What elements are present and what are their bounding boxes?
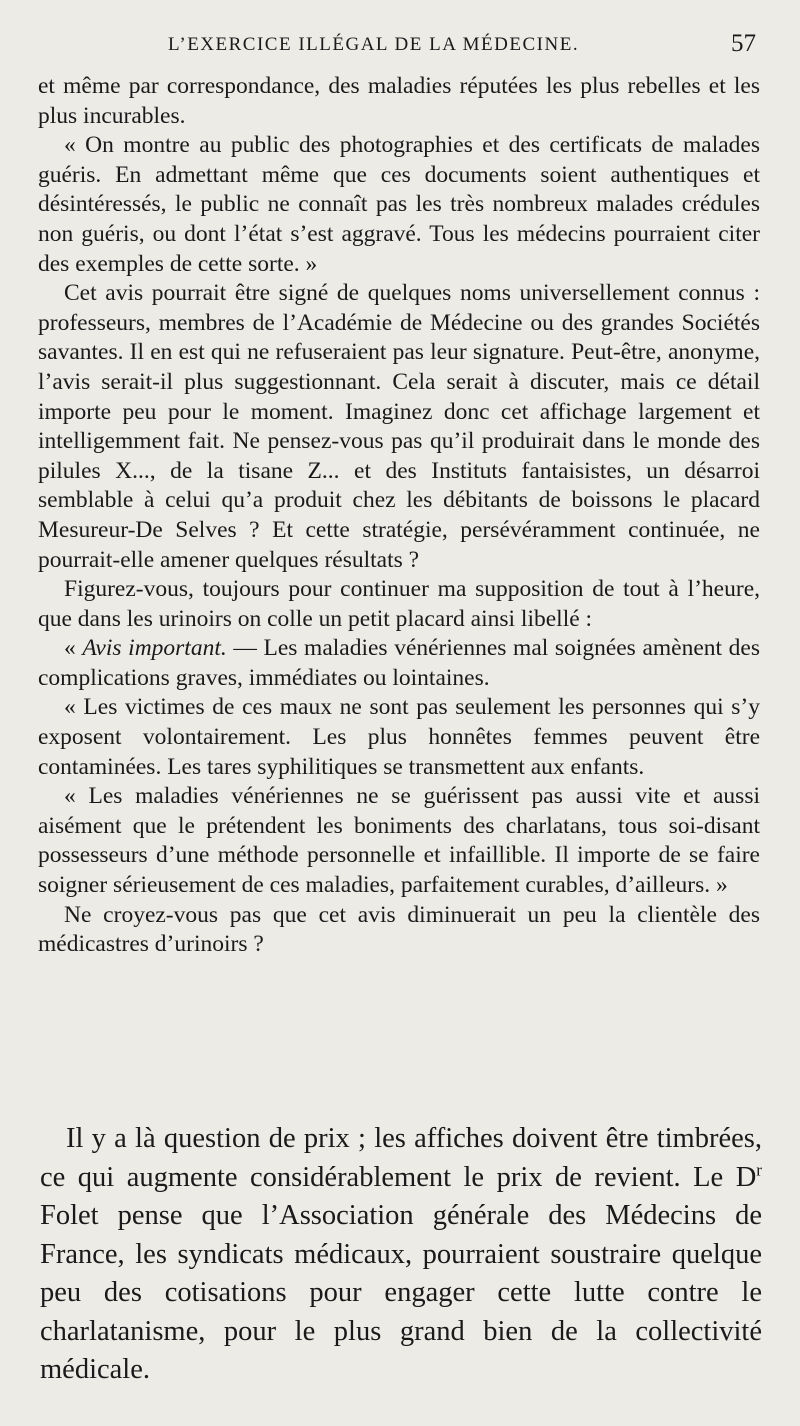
paragraph: « Les maladies vénériennes ne se guérissent pas aussi vite et aussi aisément que le prétendent les boniments des charlatans, tous soi-disant possesseurs d’une méthode personnelle et infaillible. Il importe de se faire soigner sérieusement de ces maladies, parfaitement curables, d’ailleurs. » [38,783,760,899]
doctor-abbrev-sup: r [756,1160,762,1179]
closing-part-2: Folet pense que l’Association générale des Médecins de France, les syndicats médicaux, pourraient soustraire quelque peu des cotisations pour engager cette lutte contre le charlatanisme, pour le plus grand bien de la collectivité médicale. [40,1200,762,1385]
main-text [38,72,760,960]
paragraph: et même par correspondance, des maladies réputées les plus rebelles et les plus incurables. [38,73,760,129]
page-number: 57 [731,30,756,57]
closing-part-1: Il y a là question de prix ; les affiches doivent être timbrées, ce qui augmente considérablement le prix de revient. Le D [40,1123,762,1193]
paragraph: Cet avis pourrait être signé de quelques noms universellement connus : professeurs, membres de l’Académie de Médecine ou des grandes Sociétés savantes. Il en est qui ne refuseraient pas leur signature. Peut-être, anonyme, l’avis serait-il plus suggestionnant. Cela serait à discuter, mais ce détail importe peu pour le moment. Imaginez donc cet affichage largement et intelligemment fait. Ne pensez-vous pas qu’il produirait dans le monde des pilules X..., de la tisane Z... et des Instituts fantaisistes, un désarroi semblable à celui qu’a produit chez les débitants de boissons le placard Mesureur-De Selves ? Et cette stratégie, persévéramment continuée, ne pourrait-elle amener quelques résultats ? [38,280,760,573]
page-header [38,30,762,64]
paragraph: « On montre au public des photographies et des certificats de malades guéris. En admettant même que ces documents soient authentiques et désintéressés, le public ne connaît pas les très nombreux malades crédules non guéris, ou dont l’état s’est aggravé. Tous les médecins pourraient citer des exemples de cette sorte. » [38,132,760,277]
running-title: L’EXERCICE ILLÉGAL DE LA MÉDECINE. [168,34,580,55]
quote-open: « [64,635,83,662]
paragraph: « Les victimes de ces maux ne sont pas seulement les personnes qui s’y exposent volontairement. Les plus honnêtes femmes peuvent être contaminées. Les tares syphilitiques se transmettent aux enfants. [38,694,760,780]
notice-text: — Les maladies vénériennes mal soignées amènent des complications graves, immédiates ou lointaines. [38,635,760,691]
paragraph-notice [38,634,760,693]
paragraph: Ne croyez-vous pas que cet avis diminuerait un peu la clientèle des médicastres d’urinoirs ? [38,901,760,958]
paragraph: Figurez-vous, toujours pour continuer ma supposition de tout à l’heure, que dans les urinoirs on colle un petit placard ainsi libellé : [38,576,760,632]
notice-title: Avis important. [82,635,227,662]
closing-text [40,1120,762,1390]
closing-paragraph [40,1120,762,1390]
